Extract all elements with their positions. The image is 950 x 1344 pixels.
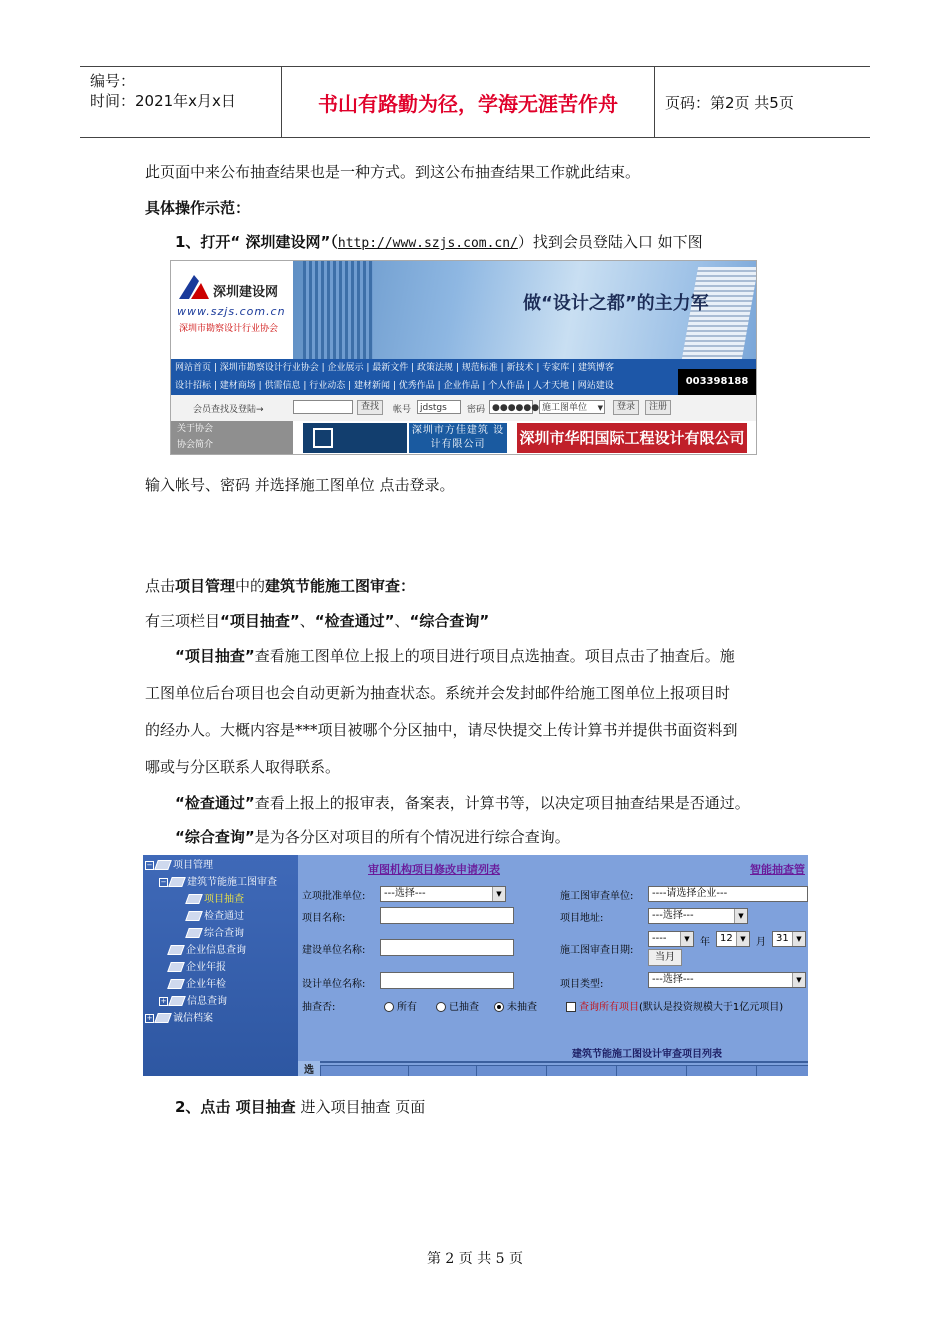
paragraph-query [175,827,570,847]
radio-icon[interactable] [384,1002,394,1012]
radio-all[interactable] [384,998,417,1013]
grid-header-line [298,1061,808,1063]
radio-icon[interactable] [436,1002,446,1012]
radio-sampled[interactable] [436,998,479,1013]
radio-unsampled-label: 未抽查 [507,1002,537,1013]
p6-c: 、 [299,612,315,630]
designer-input[interactable] [380,972,514,989]
radio-selected-icon[interactable] [494,1002,504,1012]
tree-item-project-management[interactable] [145,857,213,874]
p12-a: “综合查询” [175,828,255,846]
password-input[interactable]: ●●●●●● [489,400,533,414]
chevron-down-icon: ▼ [792,973,805,987]
expand-icon[interactable]: + [146,1013,153,1022]
collapse-icon[interactable]: − [160,877,167,886]
szjs-link[interactable]: http://www.szjs.com.cn/ [337,236,518,251]
ad-fangjia[interactable]: 深圳市方佳建筑 设计有限公司 [409,423,507,453]
tree-label: 企业年报 [186,962,226,973]
nav-row-1[interactable]: 网站首页 | 深圳市勘察设计行业协会 | 企业展示 | 最新文件 | 政策法规 | 规范标准 | 新技术 | 专家库 | 建筑博客 [175,363,615,373]
p7-a: “项目抽查” [175,647,255,665]
grid-col [408,1066,409,1076]
screenshot-szjs-site [170,260,757,455]
section-heading: 具体操作示范： [145,199,251,217]
logo-sub: 深圳市勘察设计行业协会 [179,324,279,334]
page-icon [167,945,185,955]
grid-col [546,1066,547,1076]
radio-all-label: 所有 [397,1002,417,1013]
project-name-input[interactable] [380,907,514,924]
tree-label: 诚信档案 [173,1013,213,1024]
paragraph-sampling-3: 的经办人。大概内容是***项目被哪个分区抽中，请尽快提交上传计算书并提供书面资料到 [145,721,738,739]
tree-label: 检查通过 [204,911,244,922]
book-icon [168,877,186,887]
query-all-label: 查询所有项目 [579,1002,639,1013]
list-title: 建筑节能施工图设计审查项目列表 [572,1049,722,1060]
checkbox-icon[interactable] [566,1002,576,1012]
step-2 [175,1097,425,1117]
tree-item-energy-review[interactable] [159,874,277,891]
ad-huayang[interactable]: 深圳市华阳国际工程设计有限公司 [517,423,747,453]
p6-f: “综合查询” [409,612,490,630]
radio-sampled-label: 已抽查 [449,1002,479,1013]
review-unit-label: 施工图审查单位: [560,891,634,902]
grid-select-column: 选 [298,1061,320,1076]
project-addr-label: 项目地址: [560,913,604,924]
paragraph-sampling-2: 工图单位后台项目也会自动更新为抽查状态。系统并会发封邮件给施工图单位上报项目时 [145,684,731,702]
p13-a: 2、点击 [175,1098,236,1116]
builder-label: 建设单位名称: [302,945,366,956]
account-label: 帐号 [393,405,412,415]
year-select[interactable] [648,931,694,947]
register-button[interactable]: 注册 [645,400,671,415]
tree-label: 项目管理 [173,860,213,871]
project-type-select-value: ---选择--- [652,974,694,985]
tree-label: 项目抽查 [204,894,244,905]
grid-col [756,1066,757,1076]
p13-b: 项目抽查 [235,1098,296,1116]
p6-a: 有三项栏目 [145,612,221,630]
p5-c: 中的 [235,577,266,595]
designer-label: 设计单位名称: [302,979,366,990]
p5-b: 项目管理 [175,577,236,595]
page-icon [167,962,185,972]
page-footer: 第 2 页 共 5 页 [426,1251,524,1267]
day-select[interactable] [772,931,806,947]
tree-label: 企业信息查询 [186,945,246,956]
header-motto: 书山有路勤为径，学海无涯苦作舟 [282,67,655,137]
logo-mark-icon [179,275,209,299]
nav-row-2[interactable]: 设计招标 | 建材商场 | 供需信息 | 行业动态 | 建材新闻 | 优秀作品 | 企业作品 | 个人作品 | 人才天地 | 网站建设 [175,381,614,391]
page-header [80,66,870,138]
page-icon [185,928,203,938]
current-month-button[interactable]: 当月 [648,949,682,966]
tree-label: 信息查询 [187,996,227,1007]
chevron-down-icon: ▼ [492,887,505,901]
login-label: 会员查找及登陆→ [193,405,264,415]
review-unit-select[interactable] [648,886,808,902]
tree-item-project-sampling[interactable] [187,891,244,908]
tree-item-credit-archive[interactable] [145,1010,213,1027]
day-select-value: 31 [776,933,789,944]
chevron-down-icon: ▼ [734,909,747,923]
doc-code: 编号： [90,72,136,90]
p7-b: 查看施工图单位上报上的项目进行项目点选抽查。项目点击了抽查后。施 [254,647,735,665]
paragraph-three-items [145,611,489,631]
list-grid-header [298,1065,808,1076]
sampled-label: 抽查否: [302,1002,336,1013]
banner-building-left [303,261,373,359]
side-item-about[interactable]: 关于协会 [177,424,214,434]
approval-label: 立项批准单位: [302,891,366,902]
unit-select-value: 施工图单位 [542,403,588,413]
screenshot-admin-system [143,855,808,1076]
site-nav [171,359,756,395]
banner-slogan: 做“设计之都”的主力军 [523,293,709,314]
grid-col [616,1066,617,1076]
login-button[interactable]: 登录 [613,400,639,415]
grid-col [320,1066,321,1076]
tree-item-info-query[interactable] [159,993,227,1010]
year-select-value: ---- [652,933,667,944]
step-1-post: ）找到会员登陆入口 如下图 [517,233,703,251]
tree-item-company-info[interactable] [169,942,246,959]
company-logo-icon [313,428,333,448]
tree-label: 综合查询 [204,928,244,939]
book-icon [154,860,172,870]
month-select[interactable] [716,931,750,947]
p11-b: 查看上报上的报审表，备案表，计算书等，以决定项目抽查结果是否通过。 [254,794,750,812]
p11-a: “检查通过” [175,794,255,812]
p5-d: 建筑节能施工图审查： [265,577,416,595]
chevron-down-icon: ▼ [736,932,749,946]
step-1 [175,232,703,254]
page-icon [167,979,185,989]
tree-item-check-passed[interactable] [187,908,244,925]
doc-time: 时间：2021年x月x日 [90,92,236,110]
form-title[interactable]: 审图机构项目修改申请列表 [368,863,500,876]
tree-item-annual-report[interactable] [169,959,226,976]
account-input[interactable]: jdstgs [417,400,461,414]
ad-logo-block[interactable] [303,423,407,453]
page-icon [185,911,203,921]
phone-badge: 003398188 [678,369,756,395]
builder-input[interactable] [380,939,514,956]
grid-col [476,1066,477,1076]
side-menu [171,421,293,454]
password-label: 密码 [467,405,486,415]
chevron-down-icon: ▼ [792,932,805,946]
paragraph-1: 此页面中来公布抽查结果也是一种方式。到这公布抽查结果工作就此结束。 [145,163,641,181]
header-meta [80,67,282,137]
tree-item-annual-check[interactable] [169,976,226,993]
p6-d: “检查通过” [314,612,395,630]
search-button[interactable]: 查找 [357,400,383,415]
approval-select[interactable] [380,886,506,902]
paragraph-passed [175,793,750,813]
project-name-label: 项目名称: [302,913,346,924]
member-login-bar [171,395,756,421]
paragraph-click [145,576,415,596]
paragraph-sampling [175,646,735,666]
p5-a: 点击 [145,577,176,595]
logo-url: www.szjs.com.cn [177,305,286,318]
project-type-select[interactable] [648,972,806,988]
site-logo [171,261,293,359]
approval-select-value: ---选择--- [384,888,426,899]
project-addr-select-value: ---选择--- [652,910,694,921]
book-icon [154,1013,172,1023]
radio-unsampled[interactable] [494,998,537,1013]
logo-title: 深圳建设网 [213,285,279,300]
review-date-label: 施工图审查日期: [560,945,634,956]
paragraph-sampling-4: 哪或与分区联系人取得联系。 [145,758,341,776]
year-label: 年 [700,937,710,948]
month-label: 月 [756,937,766,948]
unit-select[interactable] [539,400,605,414]
month-select-value: 12 [720,933,733,944]
step-1-text: 1、打开“ 深圳建设网”（ [175,233,338,251]
p13-c: 进入项目抽查 页面 [295,1098,426,1116]
nav-tree [143,855,298,1076]
project-addr-select[interactable] [648,908,748,924]
tree-label: 建筑节能施工图审查 [187,877,277,888]
project-type-label: 项目类型: [560,979,604,990]
p12-b: 是为各分区对项目的所有个情况进行综合查询。 [254,828,570,846]
paragraph-login: 输入帐号、密码 并选择施工图单位 点击登录。 [145,476,455,494]
p6-e: 、 [394,612,410,630]
chevron-down-icon: ▼ [680,932,693,946]
query-all-note: (默认是投资规模大于1亿元项目) [639,1002,784,1013]
p6-b: “项目抽查” [220,612,300,630]
site-banner [293,261,756,359]
collapse-icon[interactable]: − [146,860,153,869]
grid-col [686,1066,687,1076]
form-title-right[interactable]: 智能抽查管 [750,863,805,876]
header-page-info: 页码：第2页 共5页 [665,93,794,112]
chevron-down-icon: ▼ [597,404,603,412]
tree-item-comprehensive-query[interactable] [187,925,244,942]
review-unit-select-value: ----请选择企业--- [652,888,728,899]
member-search-input[interactable] [293,400,353,414]
page-icon [168,996,186,1006]
query-all-checkbox[interactable] [566,998,783,1013]
expand-icon[interactable]: + [160,996,167,1005]
query-form [298,855,808,1076]
side-item-intro[interactable]: 协会简介 [177,440,214,450]
tree-label: 企业年检 [186,979,226,990]
page-icon [185,894,203,904]
